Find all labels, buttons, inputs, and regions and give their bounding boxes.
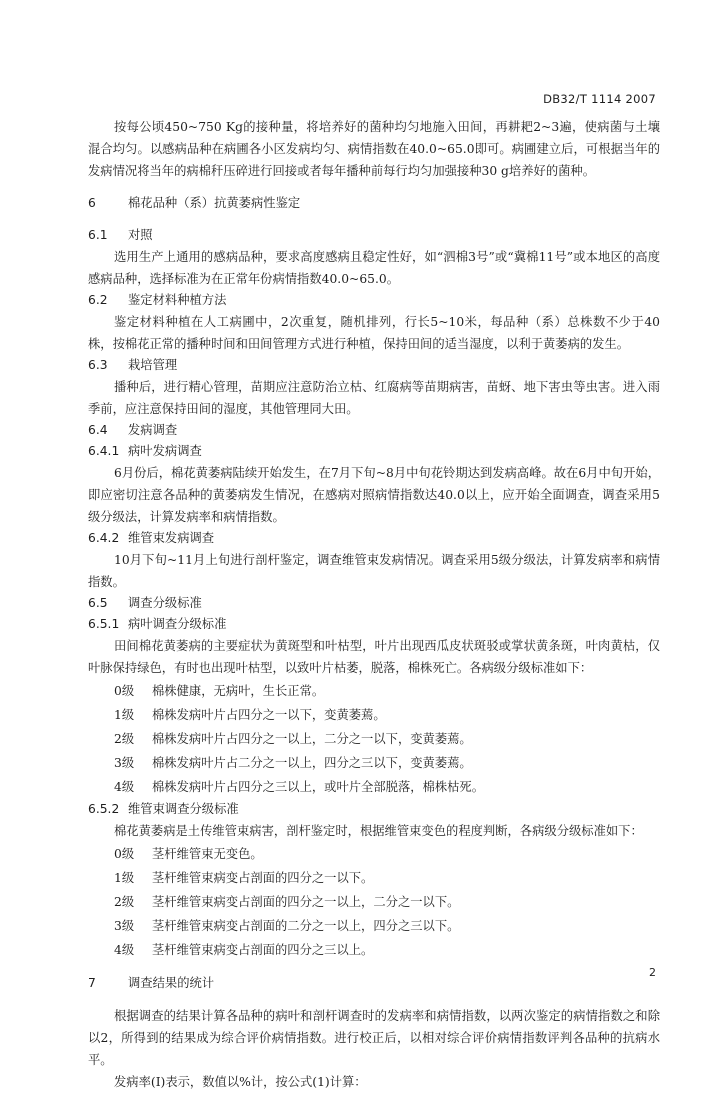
grade-item	[88, 775, 660, 799]
section-text-6-5-2: 棉花黄萎病是土传维管束病害，剖杆鉴定时，根据维管束变色的程度判断，各病级分级标准如下：	[114, 824, 643, 838]
section-title: 维管束调查分级标准	[128, 802, 239, 816]
grade-item	[88, 703, 660, 727]
grade-label: 1级	[114, 708, 135, 722]
grade-item	[88, 842, 660, 866]
grade-item	[88, 890, 660, 914]
grade-desc: 茎杆维管束无变色。	[152, 847, 263, 861]
section-heading-6-4	[88, 420, 660, 441]
section-title: 鉴定材料种植方法	[128, 293, 227, 307]
section-text-6-2: 鉴定材料种植在人工病圃中，2次重复，随机排列，行长5~10米，每品种（系）总株数不少于40株，按棉花正常的播种时间和田间管理方式进行种植，保持田间的适当湿度，以利于黄萎病的发生。	[88, 315, 660, 351]
grade-item	[88, 751, 660, 775]
grade-label: 2级	[114, 732, 135, 746]
page-number: 2	[649, 966, 656, 979]
grade-desc: 棉株发病叶片占四分之一以上，二分之一以下，变黄萎蔫。	[152, 732, 472, 746]
grade-desc: 棉株发病叶片占二分之一以上，四分之三以下，变黄萎蔫。	[152, 756, 472, 770]
section-number: 6.1	[88, 228, 108, 242]
section-text-6-4-1: 6月份后，棉花黄萎病陆续开始发生，在7月下旬~8月中旬花铃期达到发病高峰。故在6月中旬开始，即应密切注意各品种的黄萎病发生情况，在感病对照病情指数达40.0以上，应开始全面调查，调查采用5级分级法，计算发病率和病情指数。	[88, 466, 660, 524]
grade-item	[88, 914, 660, 938]
grade-label: 1级	[114, 871, 135, 885]
section-number: 6.5.1	[88, 617, 120, 631]
section-number: 6.4.2	[88, 531, 120, 545]
grade-desc: 茎杆维管束病变占剖面的四分之三以上。	[152, 943, 374, 957]
grade-label: 4级	[114, 943, 135, 957]
leaf-grade-list	[88, 679, 660, 799]
section-title: 对照	[128, 228, 153, 242]
grade-label: 3级	[114, 919, 135, 933]
grade-desc: 棉株健康，无病叶，生长正常。	[152, 684, 325, 698]
section-heading-7	[88, 972, 660, 995]
section-number: 6	[88, 196, 96, 210]
grade-label: 0级	[114, 684, 135, 698]
grade-item	[88, 938, 660, 962]
vascular-grade-list	[88, 842, 660, 962]
grade-desc: 茎杆维管束病变占剖面的四分之一以上，二分之一以下。	[152, 895, 460, 909]
section-title: 维管束发病调查	[128, 531, 215, 545]
section-heading-6-5	[88, 593, 660, 614]
grade-label: 3级	[114, 756, 135, 770]
section-heading-6-4-1	[88, 441, 660, 462]
section-number: 6.5.2	[88, 802, 120, 816]
section-title: 病叶调查分级标准	[128, 617, 227, 631]
section-heading-6-5-2	[88, 799, 660, 820]
section-heading-6-3	[88, 355, 660, 376]
section-heading-6	[88, 192, 660, 215]
grade-item	[88, 727, 660, 751]
section-number: 7	[88, 976, 96, 990]
section-heading-6-4-2	[88, 528, 660, 549]
section-heading-6-5-1	[88, 614, 660, 635]
section-title: 病叶发病调查	[128, 444, 202, 458]
section-text-7-p1: 根据调查的结果计算各品种的病叶和剖杆调查时的发病率和病情指数，以两次鉴定的病情指数之和除以2，所得到的结果成为综合评价病情指数。进行校正后，以相对综合评价病情指数评判各品种的抗病水平。	[88, 1009, 660, 1067]
section-text-7-p2: 发病率(I)表示，数值以%计，按公式(1)计算：	[114, 1075, 367, 1089]
grade-label: 4级	[114, 780, 135, 794]
section-number: 6.3	[88, 358, 108, 372]
grade-desc: 茎杆维管束病变占剖面的二分之一以上，四分之三以下。	[152, 919, 460, 933]
section-number: 6.4	[88, 423, 108, 437]
section-heading-6-1	[88, 225, 660, 246]
section-title: 栽培管理	[128, 358, 178, 372]
section-title: 调查分级标准	[128, 596, 202, 610]
grade-desc: 茎杆维管束病变占剖面的四分之一以下。	[152, 871, 374, 885]
grade-label: 0级	[114, 847, 135, 861]
section-number: 6.2	[88, 293, 108, 307]
section-title: 发病调查	[128, 423, 178, 437]
document-body	[88, 116, 660, 1093]
standard-code: DB32/T 1114 2007	[543, 92, 656, 106]
section-title: 调查结果的统计	[128, 976, 215, 990]
section-text-6-3: 播种后，进行精心管理，苗期应注意防治立枯、红腐病等苗期病害，苗蚜、地下害虫等虫害。进入雨季前，应注意保持田间的湿度，其他管理同大田。	[88, 380, 660, 416]
intro-paragraph: 按每公顷450~750 Kg的接种量，将培养好的菌种均匀地施入田间，再耕耙2~3遍，使病菌与土壤混合均匀。以感病品种在病圃各小区发病均匀、病情指数在40.0~65.0即可。病圃建立后，可根据当年的发病情况将当年的病棉秆压碎进行回接或者每年播种前每行均匀加强接种30 g培养好的菌种。	[88, 120, 660, 178]
section-heading-6-2	[88, 290, 660, 311]
section-text-6-1: 选用生产上通用的感病品种，要求高度感病且稳定性好，如“泗棉3号”或“冀棉11号”或本地区的高度感病品种，选择标准为在正常年份病情指数40.0~65.0。	[88, 250, 660, 286]
grade-desc: 棉株发病叶片占四分之一以下，变黄萎蔫。	[152, 708, 386, 722]
section-text-6-5-1: 田间棉花黄萎病的主要症状为黄斑型和叶枯型，叶片出现西瓜皮状斑驳或掌状黄条斑，叶肉黄枯，仅叶脉保持绿色，有时也出现叶枯型，以致叶片枯萎，脱落，棉株死亡。各病级分级标准如下：	[88, 639, 660, 675]
section-number: 6.4.1	[88, 444, 120, 458]
section-text-6-4-2: 10月下旬~11月上旬进行剖杆鉴定，调查维管束发病情况。调查采用5级分级法，计算发病率和病情指数。	[88, 553, 660, 589]
grade-label: 2级	[114, 895, 135, 909]
grade-item	[88, 679, 660, 703]
section-number: 6.5	[88, 596, 108, 610]
grade-item	[88, 866, 660, 890]
grade-desc: 棉株发病叶片占四分之三以上，或叶片全部脱落，棉株枯死。	[152, 780, 485, 794]
section-title: 棉花品种（系）抗黄萎病性鉴定	[128, 196, 301, 210]
